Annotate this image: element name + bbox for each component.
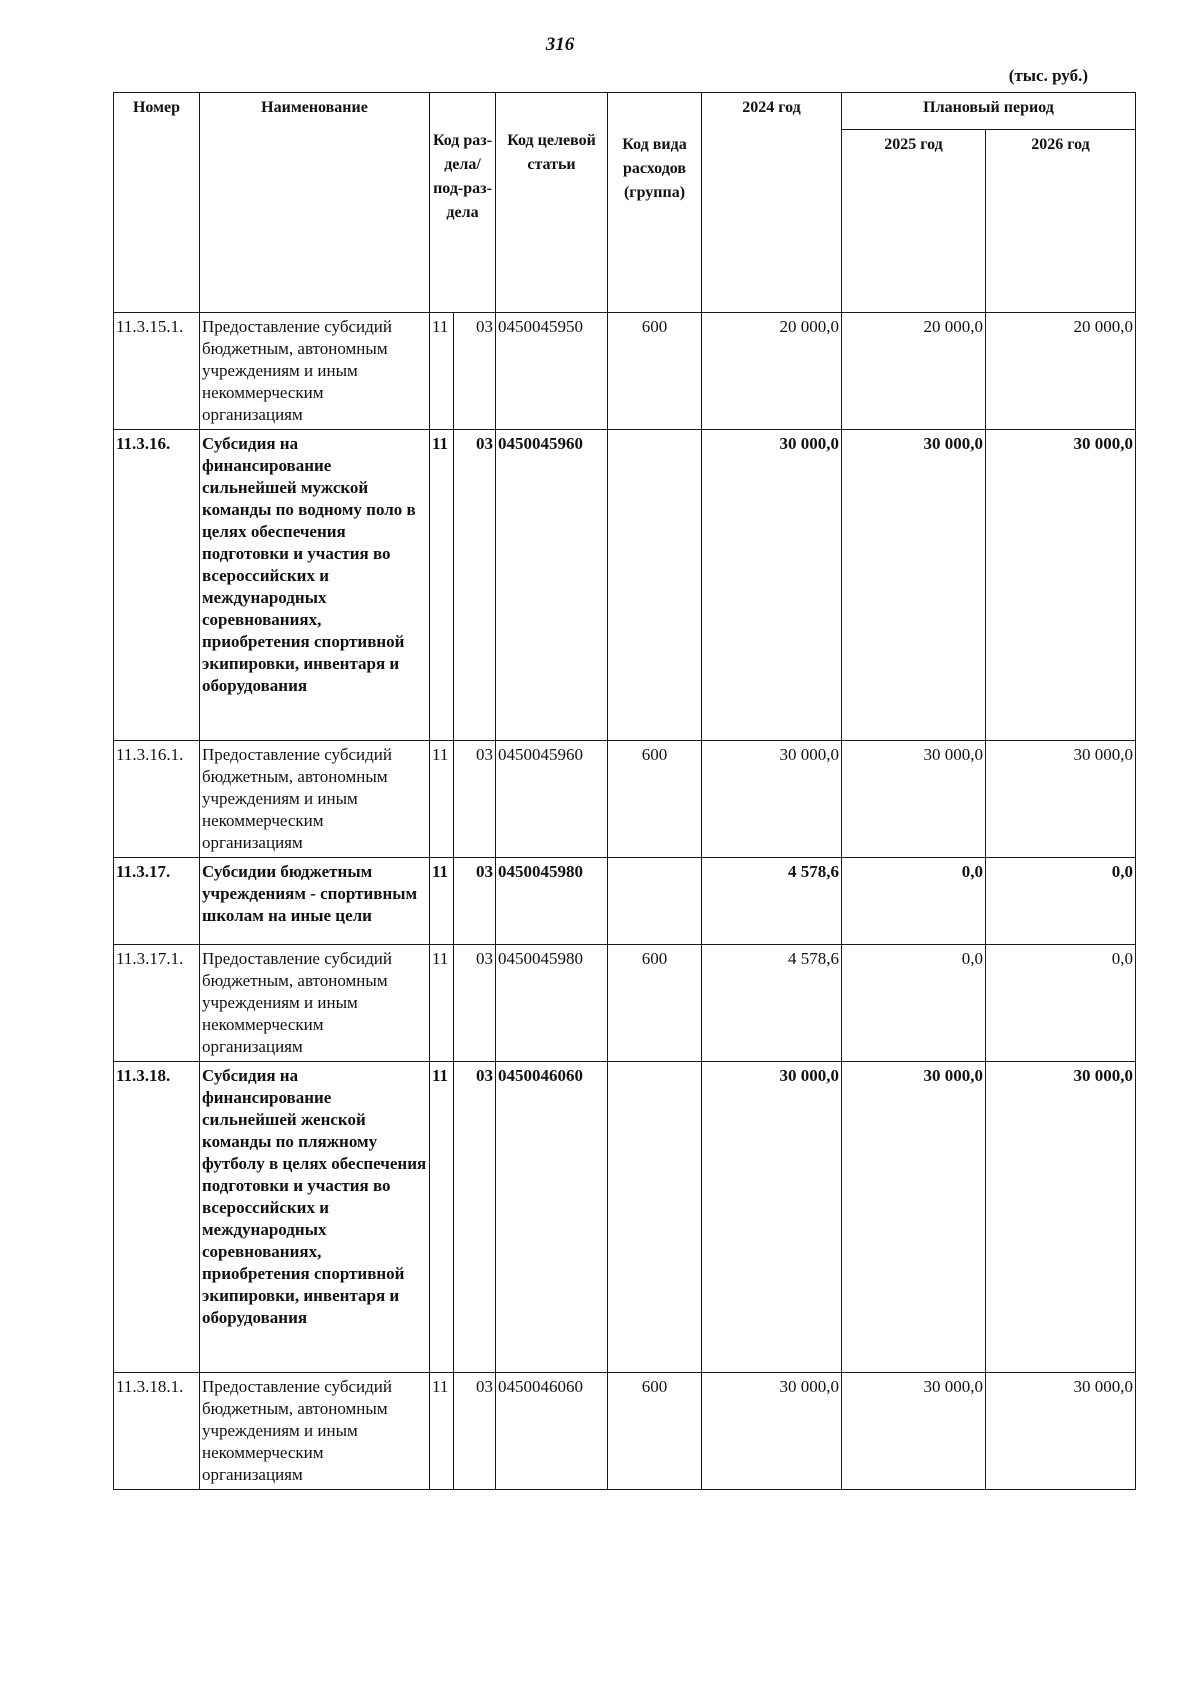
row-target: 0450045960 <box>496 430 608 741</box>
row-2026: 30 000,0 <box>986 430 1136 741</box>
row-name: Субсидия на финансирование сильнейшей женской команды по пляжному футболу в целях обеспечения подготовки и участия во всероссийских и международных соревнованиях, приобретения спортивной экипировки, инвентаря и оборудования <box>200 1062 430 1373</box>
row-2026: 30 000,0 <box>986 1062 1136 1373</box>
row-section: 11 <box>430 858 454 945</box>
row-expense-type: 600 <box>608 741 702 858</box>
table-row <box>114 1373 1136 1490</box>
row-name: Предоставление субсидий бюджетным, автономным учреждениям и иным некоммерческим организациям <box>200 945 430 1062</box>
row-subsection: 03 <box>454 741 496 858</box>
row-section: 11 <box>430 313 454 430</box>
table-body <box>114 313 1136 1490</box>
header-number: Номер <box>114 93 200 313</box>
row-2025: 30 000,0 <box>842 1062 986 1373</box>
row-expense-type: 600 <box>608 1373 702 1490</box>
row-2026: 30 000,0 <box>986 741 1136 858</box>
row-2025: 30 000,0 <box>842 430 986 741</box>
row-subsection: 03 <box>454 313 496 430</box>
row-name: Субсидии бюджетным учреждениям - спортивным школам на иные цели <box>200 858 430 945</box>
row-number: 11.3.17. <box>114 858 200 945</box>
row-target: 0450045950 <box>496 313 608 430</box>
row-2025: 0,0 <box>842 858 986 945</box>
row-number: 11.3.15.1. <box>114 313 200 430</box>
header-name: Наименование <box>200 93 430 313</box>
row-target: 0450045980 <box>496 945 608 1062</box>
row-name: Предоставление субсидий бюджетным, автономным учреждениям и иным некоммерческим организациям <box>200 741 430 858</box>
header-expense-type: Код вида расходов (группа) <box>608 93 702 313</box>
row-expense-type: 600 <box>608 945 702 1062</box>
row-number: 11.3.18.1. <box>114 1373 200 1490</box>
row-subsection: 03 <box>454 1373 496 1490</box>
row-number: 11.3.18. <box>114 1062 200 1373</box>
row-2024: 4 578,6 <box>702 858 842 945</box>
row-2025: 30 000,0 <box>842 1373 986 1490</box>
row-2025: 20 000,0 <box>842 313 986 430</box>
header-section: Код раз-дела/ под-раз-дела <box>430 93 496 313</box>
header-planned-period: Плановый период <box>842 93 1136 130</box>
row-2024: 30 000,0 <box>702 430 842 741</box>
row-section: 11 <box>430 430 454 741</box>
table-row <box>114 945 1136 1062</box>
row-section: 11 <box>430 741 454 858</box>
row-expense-type <box>608 430 702 741</box>
row-name: Предоставление субсидий бюджетным, автономным учреждениям и иным некоммерческим организациям <box>200 313 430 430</box>
row-number: 11.3.16.1. <box>114 741 200 858</box>
row-target: 0450046060 <box>496 1373 608 1490</box>
units-label: (тыс. руб.) <box>1008 66 1088 85</box>
table-row <box>114 858 1136 945</box>
table-row <box>114 741 1136 858</box>
row-subsection: 03 <box>454 1062 496 1373</box>
row-2024: 4 578,6 <box>702 945 842 1062</box>
row-2025: 30 000,0 <box>842 741 986 858</box>
row-name: Субсидия на финансирование сильнейшей мужской команды по водному поло в целях обеспечения подготовки и участия во всероссийских и международных соревнованиях, приобретения спортивной экипировки, инвентаря и оборудования <box>200 430 430 741</box>
table-row <box>114 430 1136 741</box>
row-section: 11 <box>430 945 454 1062</box>
header-2024: 2024 год <box>702 93 842 313</box>
row-expense-type: 600 <box>608 313 702 430</box>
row-section: 11 <box>430 1062 454 1373</box>
row-2026: 20 000,0 <box>986 313 1136 430</box>
row-2024: 30 000,0 <box>702 1062 842 1373</box>
table-header <box>114 93 1136 313</box>
row-target: 0450046060 <box>496 1062 608 1373</box>
header-target: Код целевой статьи <box>496 93 608 313</box>
header-2026: 2026 год <box>986 130 1136 313</box>
header-2025: 2025 год <box>842 130 986 313</box>
row-2025: 0,0 <box>842 945 986 1062</box>
row-2026: 30 000,0 <box>986 1373 1136 1490</box>
row-subsection: 03 <box>454 945 496 1062</box>
row-expense-type <box>608 1062 702 1373</box>
row-number: 11.3.16. <box>114 430 200 741</box>
row-name: Предоставление субсидий бюджетным, автономным учреждениям и иным некоммерческим организациям <box>200 1373 430 1490</box>
table-row <box>114 313 1136 430</box>
row-number: 11.3.17.1. <box>114 945 200 1062</box>
row-subsection: 03 <box>454 430 496 741</box>
row-section: 11 <box>430 1373 454 1490</box>
row-target: 0450045980 <box>496 858 608 945</box>
row-2024: 30 000,0 <box>702 741 842 858</box>
table-row <box>114 1062 1136 1373</box>
row-target: 0450045960 <box>496 741 608 858</box>
page-number: 316 <box>545 34 575 55</box>
row-2024: 20 000,0 <box>702 313 842 430</box>
row-2024: 30 000,0 <box>702 1373 842 1490</box>
row-subsection: 03 <box>454 858 496 945</box>
budget-table <box>113 92 1136 1490</box>
row-expense-type <box>608 858 702 945</box>
row-2026: 0,0 <box>986 945 1136 1062</box>
row-2026: 0,0 <box>986 858 1136 945</box>
